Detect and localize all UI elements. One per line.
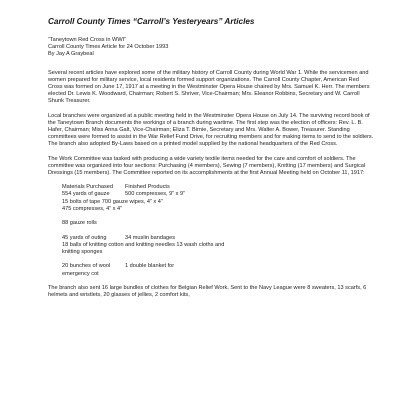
table-cell: 45 yards of outing <box>62 234 107 241</box>
table-cell: 18 balls of knitting cotton and knitting needles 13 wash cloths and <box>62 241 225 248</box>
table-cell: 500 compresses, 9” x 9” <box>125 191 186 198</box>
table-cell: 88 gauze rolls <box>62 220 97 227</box>
table-row <box>62 263 374 270</box>
table-row <box>62 191 374 198</box>
document-body <box>48 0 374 299</box>
table-row <box>62 235 374 242</box>
table-cell: 1 double blanket for <box>125 263 175 270</box>
paragraph-2: Local branches were organized at a public meeting held in the Westminster Opera House on July 14. The surviving record book of the Taneytown Branch documents the workings of a branch during wartime. The first step was the election of officers: Rev. L. B. Hafer, Chairman; Miss Anna Galt, Vice-Chairman; Eliza T. Birnie, Secretary and Mrs. Walter A. Bower, Treasurer. Standing committees were formed to assist in the War Relief Fund Drive, for recruiting members and for making items to send to the soldiers. The branch also adopted By-Laws based on a printed model supplied by the national headquarters of the Red Cross. <box>48 112 374 148</box>
table-row <box>62 199 374 206</box>
table-header-products: Finished Products <box>125 184 170 191</box>
table-row <box>62 220 374 227</box>
table-cell: 34 muslin bandages <box>125 234 176 241</box>
materials-table <box>48 184 374 278</box>
document-title: Carroll County Times “Carroll’s Yesteryears” Articles <box>48 17 255 26</box>
article-title: “Taneytown Red Cross in WWI” <box>48 37 127 43</box>
article-author: By Jay A Graybeal <box>48 51 94 58</box>
table-cell: 20 bunches of wool <box>62 263 111 270</box>
article-source: Carroll County Times Article for 24 October 1993 <box>48 44 169 51</box>
table-cell: knitting sponges <box>62 249 103 256</box>
table-cell: 554 yards of gauze <box>62 191 110 198</box>
table-row <box>62 249 374 256</box>
paragraph-4: The branch also sent 16 large bundles of clothes for Belgian Relief Work. Sent to the Navy League were 8 sweaters, 13 scarfs, 6 helmets and wristlets, 20 glasses of jellies, 2 comfort kits, <box>48 284 367 299</box>
table-row <box>62 271 374 278</box>
table-spacer <box>62 213 374 220</box>
table-spacer <box>62 256 374 263</box>
table-row <box>62 206 374 213</box>
table-header-materials: Materials Purchased <box>62 184 113 191</box>
article-header <box>48 37 374 59</box>
table-row <box>62 242 374 249</box>
table-header-row <box>62 184 374 191</box>
table-cell: 475 compresses, 4” x 4” <box>62 205 123 212</box>
table-spacer <box>62 227 374 234</box>
table-cell: 15 bolts of tape 700 gauze wipes, 4” x 4” <box>62 198 163 205</box>
paragraph-3: The Work Committee was tasked with producing a wide variety textile items needed for the care and comfort of soldiers. The committee was organized into four sections: Purchasing (4 members), Sewing (7 members), Knitting (17 members) and Surgical Dressings (15 members). The Committee reported on its accomplishments at the first Annual Meeting held on October 11, 1917: <box>48 155 366 177</box>
paragraph-1: Several recent articles have explored some of the military history of Carroll County during World War 1. While the servicemen and women prepared for military service, local residents formed support organizations. The Carroll County Chapter, American Red Cross was formed on June 17, 1917 at a meeting in the Westminster Opera House chaired by Mrs. Samuel K. Herr. The members elected Dr. Lewis K. Woodward, Chairman; Robert S. Shriver, Vice-Chairman; Mrs. Eleanor Robbins, Secretary and W. Carroll Shunk Treasurer. <box>48 69 370 105</box>
table-cell: emergency cot <box>62 270 99 277</box>
